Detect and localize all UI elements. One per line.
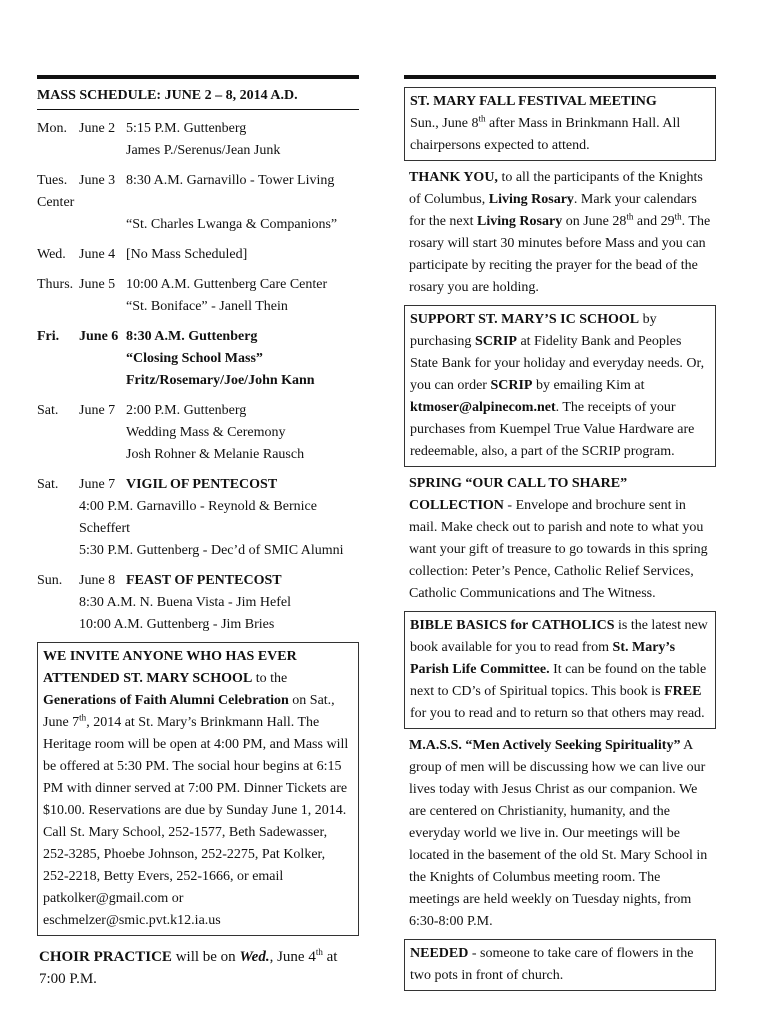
mass-entry-sunday: Sun. June 8 FEAST OF PENTECOST 8:30 A.M. N. Buena Vista - Jim Hefel 10:00 A.M. Guttenberg - Jim Bries xyxy=(37,573,291,632)
mass-entry-wednesday: Wed. June 4 [No Mass Scheduled] xyxy=(37,247,248,262)
mass-entry-saturday-vigil: Sat. June 7 VIGIL OF PENTECOST 4:00 P.M. Garnavillo - Reynold & Bernice Scheffert 5:30 P.M. Guttenberg - Dec’d of SMIC Alumni xyxy=(37,477,344,558)
bible-basics-box: BIBLE BASICS for CATHOLICS is the latest new book available for you to read from St. Mary’s Parish Life Committee. It can be found on the table next to CD’s of Spiritual topics. This book is FREE for you to read and to return so that others may read. xyxy=(404,611,716,729)
mass-entry-tuesday: Tues. June 3 8:30 A.M. Garnavillo - Tower Living Center “St. Charles Lwanga & Companions” xyxy=(37,173,338,232)
mass-entry-friday: Fri. June 6 8:30 A.M. Guttenberg “Closing School Mass” Fritz/Rosemary/Joe/John Kann xyxy=(37,329,315,388)
mass-schedule-heading: MASS SCHEDULE: JUNE 2 – 8, 2014 A.D. xyxy=(37,88,298,103)
choir-practice-notice: CHOIR PRACTICE will be on Wed., June 4th at 7:00 P.M. xyxy=(39,947,338,987)
heading-rule xyxy=(37,109,359,110)
left-column xyxy=(37,75,359,990)
alumni-celebration-box: WE INVITE ANYONE WHO HAS EVER ATTENDED ST. MARY SCHOOL to the Generations of Faith Alumni Celebration on Sat., June 7th, 2014 at St. Mary’s Brinkmann Hall. The Heritage room will be open at 4:00 PM, and Mass will be offered at 5:30 PM. The social hour begins at 6:15 PM with dinner served at 7:00 PM. Dinner Tickets are $10.00. Reservations are due by Sunday June 1, 2014. Call St. Mary School, 252-1577, Beth Sadewasser, 252-3285, Phoebe Johnson, 252-2275, Pat Kolker, 252-2218, Betty Evers, 252-1666, or email patkolker@gmail.com or eschmelzer@smic.pvt.k12.ia.us xyxy=(37,642,359,936)
mass-entry-thursday: Thurs. June 5 10:00 A.M. Guttenberg Care Center “St. Boniface” - Janell Thein xyxy=(37,277,328,314)
thank-you-notice: THANK YOU, to all the participants of the Knights of Columbus, Living Rosary. Mark your calendars for the next Living Rosary on June 28th and 29th. The rosary will start 30 minutes before Mass and you can participate by reciting the prayer for the bead of the rosary you are holding. xyxy=(409,170,711,295)
mass-men-group-notice: M.A.S.S. “Men Actively Seeking Spirituality” A group of men will be discussing how we can live our lives today with Jesus Christ as our companion. We are centered on Christianity, humanity, and the everyday world we live in. Our meetings will be located in the basement of the old St. Mary School in the Knights of Columbus meeting room. The meetings are held weekly on Tuesday nights, from 6:30-8:00 P.M. xyxy=(409,738,708,929)
right-column xyxy=(404,75,716,991)
top-rule-right xyxy=(404,75,716,79)
needed-flowers-box: NEEDED - someone to take care of flowers in the two pots in front of church. xyxy=(404,939,716,991)
festival-meeting-box: ST. MARY FALL FESTIVAL MEETING Sun., June 8th after Mass in Brinkmann Hall. All chairpersons expected to attend. xyxy=(404,87,716,161)
mass-entry-saturday-wedding: Sat. June 7 2:00 P.M. Guttenberg Wedding Mass & Ceremony Josh Rohner & Melanie Rausch xyxy=(37,403,305,462)
top-rule xyxy=(37,75,359,79)
scrip-support-box: SUPPORT ST. MARY’S IC SCHOOL by purchasing SCRIP at Fidelity Bank and Peoples State Bank for your holiday and everyday needs. Or, you can order SCRIP by emailing Kim at ktmoser@alpinecom.net. The receipts of your purchases from Kuempel True Value Hardware are redeemable, also, a part of the SCRIP program. xyxy=(404,305,716,467)
spring-collection-notice: SPRING “OUR CALL TO SHARE” COLLECTION - Envelope and brochure sent in mail. Make check out to parish and note to what you want your gift of treasure to go towards in this spring collection: Peter’s Pence, Catholic Relief Services, Catholic Communications and The Witness. xyxy=(409,476,708,601)
mass-entry-monday: Mon. June 2 5:15 P.M. Guttenberg James P./Serenus/Jean Junk xyxy=(37,121,281,158)
